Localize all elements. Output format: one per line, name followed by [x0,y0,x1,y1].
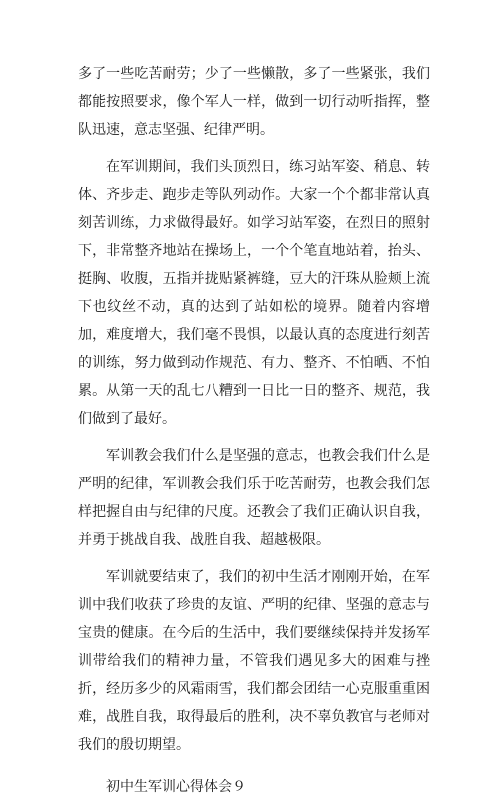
paragraph-4: 军训就要结束了，我们的初中生活才刚刚开始，在军训中我们收获了珍贵的友谊、严明的纪律、坚强的意志与宝贵的健康。在今后的生活中，我们要继续保持并发扬军训带给我们的精神力量，不管我们遇见多大的困难与挫折，经历多少的风霜雨雪，我们都会团结一心克服重重困难，战胜自我，取得最后的胜利，决不辜负教官与老师对我们的殷切期望。 [78,569,430,753]
document-body [78,60,430,801]
paragraph-2: 在军训期间，我们头顶烈日，练习站军姿、稍息、转体、齐步走、跑步走等队列动作。大家一个个都非常认真刻苦训练，力求做得最好。如学习站军姿，在烈日的照射下，非常整齐地站在操场上，一个个笔直地站着，抬头、挺胸、收腹，五指并拢贴紧裤缝，豆大的汗珠从脸颊上流下也纹丝不动，真的达到了站如松的境界。随着内容增加，难度增大，我们毫不畏惧，以最认真的态度进行刻苦的训练，努力做到动作规范、有力、整齐、不怕晒、不怕累。从第一天的乱七八糟到一日比一日的整齐、规范，我们做到了最好。 [78,159,430,427]
paragraph-3: 军训教会我们什么是坚强的意志，也教会我们什么是严明的纪律，军训教会我们乐于吃苦耐劳，也教会我们怎样把握自由与纪律的尺度。还教会了我们正确认识自我，并勇于挑战自我、战胜自我、超越极限。 [78,448,430,548]
section-heading: 初中生军训心得体会９ [106,779,246,795]
paragraph-1: 多了一些吃苦耐劳；少了一些懒散，多了一些紧张，我们都能按照要求，像个军人一样，做到一切行动听指挥，整队迅速，意志坚强、纪律严明。 [78,66,430,138]
